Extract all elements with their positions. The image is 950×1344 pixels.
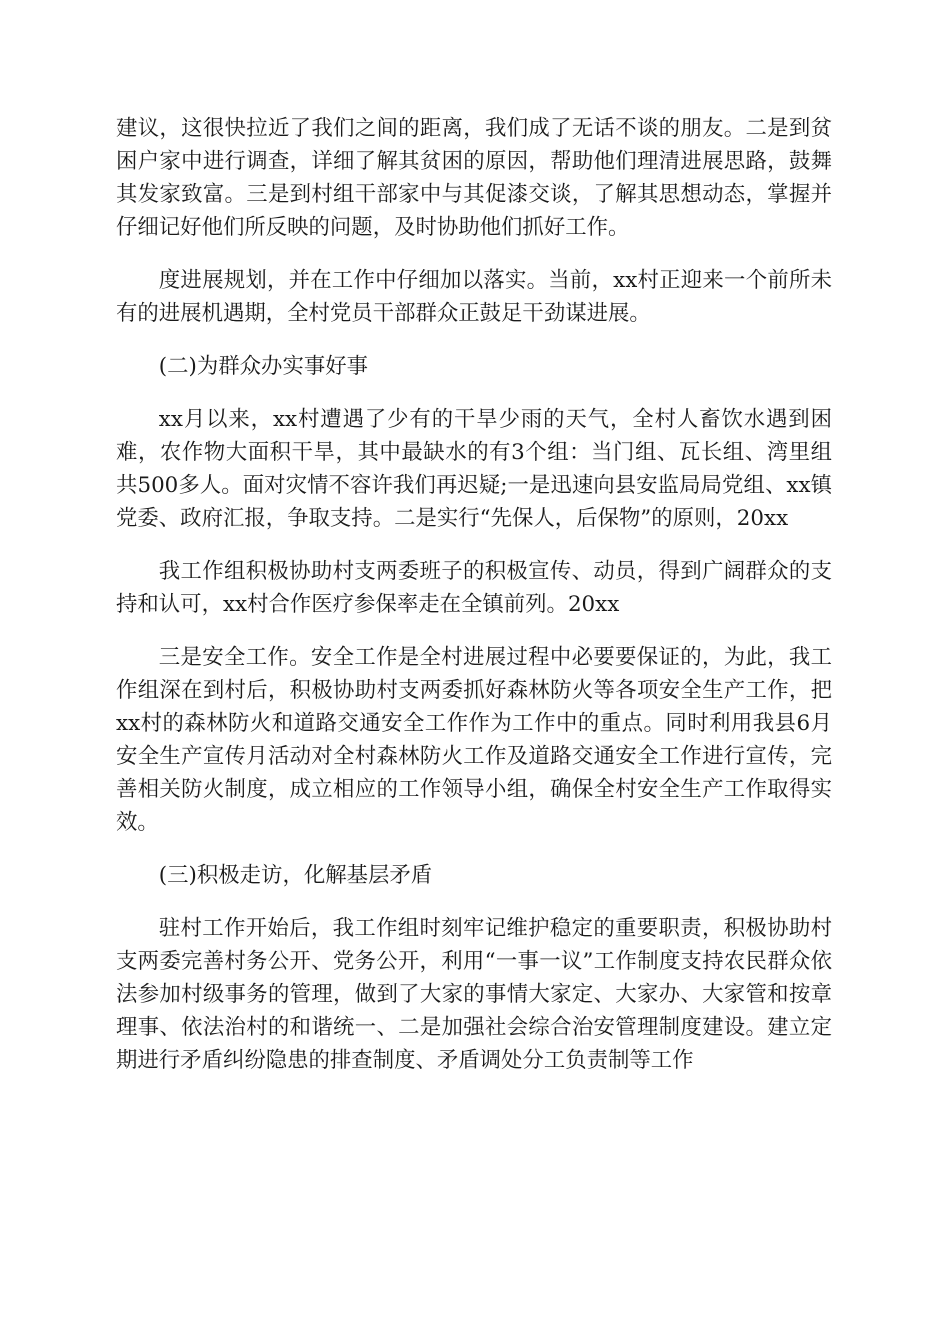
paragraph-development-plan: 度进展规划，并在工作中仔细加以落实。当前，xx村正迎来一个前所未有的进展机遇期，全村党员干部群众正鼓足干劲谋进展。	[116, 268, 832, 326]
paragraph-continued-intro: 建议，这很快拉近了我们之间的距离，我们成了无话不谈的朋友。二是到贫困户家中进行调查，详细了解其贫困的原因，帮助他们理清进展思路，鼓舞其发家致富。三是到村组干部家中与其促漆交谈，了解其思想动态，掌握并仔细记好他们所反映的问题，及时协助他们抓好工作。	[116, 116, 832, 240]
section-heading-3: (三)积极走访，化解基层矛盾	[158, 863, 433, 888]
paragraph-stability: 驻村工作开始后，我工作组时刻牢记维护稳定的重要职责，积极协助村支两委完善村务公开、党务公开，利用“一事一议”工作制度支持农民群众依法参加村级事务的管理，做到了大家的事情大家定、大家办、大家管和按章理事、依法治村的和谐统一、二是加强社会综合治安管理制度建设。建立定期进行矛盾纠纷隐患的排查制度、矛盾调处分工负责制等工作	[116, 916, 832, 1073]
paragraph-safety-work: 三是安全工作。安全工作是全村进展过程中必要要保证的，为此，我工作组深在到村后，积极协助村支两委抓好森林防火等各项安全生产工作，把xx村的森林防火和道路交通安全工作作为工作中的重点。同时利用我县6月安全生产宣传月活动对全村森林防火工作及道路交通安全工作进行宣传，完善相关防火制度，成立相应的工作领导小组，确保全村安全生产工作取得实效。	[116, 645, 832, 835]
section-heading-2: (二)为群众办实事好事	[158, 354, 369, 379]
paragraph-medical-insurance: 我工作组积极协助村支两委班子的积极宣传、动员，得到广阔群众的支持和认可，xx村合作医疗参保率走在全镇前列。20xx	[116, 559, 832, 617]
paragraph-drought: xx月以来，xx村遭遇了少有的干旱少雨的天气，全村人畜饮水遇到困难，农作物大面积干旱，其中最缺水的有3个组：当门组、瓦长组、湾里组共500多人。面对灾情不容许我们再迟疑;一是迅速向县安监局局党组、xx镇党委、政府汇报，争取支持。二是实行“先保人，后保物”的原则，20xx	[116, 407, 832, 531]
document-body	[116, 112, 832, 1097]
